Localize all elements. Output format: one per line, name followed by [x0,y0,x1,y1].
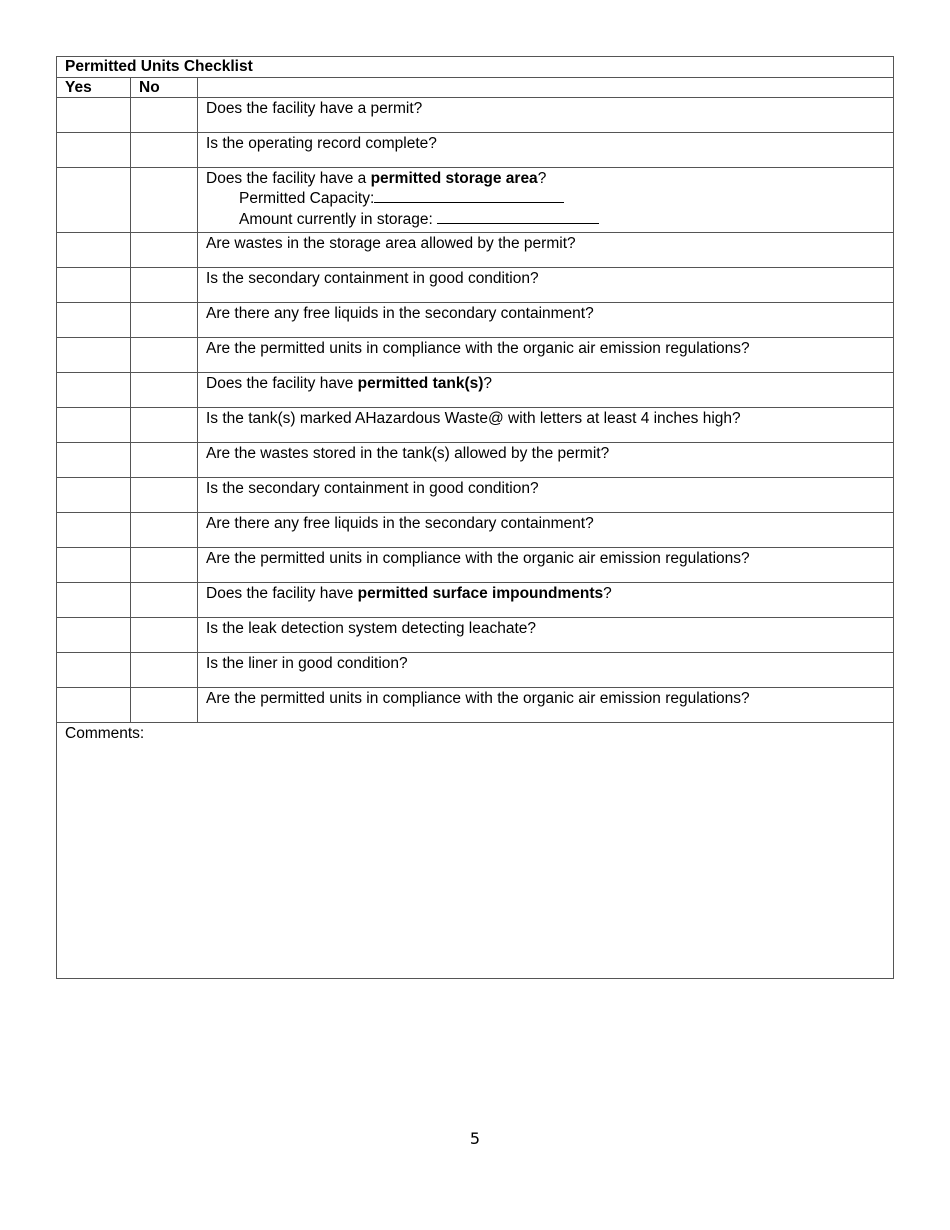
no-answer-cell[interactable] [131,688,198,723]
yes-answer-cell[interactable] [57,338,131,373]
checklist-title: Permitted Units Checklist [57,57,894,78]
question-row [57,303,894,338]
question-row [57,233,894,268]
no-answer-cell[interactable] [131,408,198,443]
no-answer-cell[interactable] [131,338,198,373]
question-row [57,513,894,548]
yes-answer-cell[interactable] [57,268,131,303]
no-answer-cell[interactable] [131,98,198,133]
question-row [57,478,894,513]
yes-answer-cell[interactable] [57,168,131,233]
yes-answer-cell[interactable] [57,98,131,133]
question-text: Are the permitted units in compliance with the organic air emission regulations? [198,548,894,583]
no-answer-cell[interactable] [131,618,198,653]
no-answer-cell[interactable] [131,233,198,268]
yes-answer-cell[interactable] [57,513,131,548]
question-row [57,133,894,168]
question-row [57,98,894,133]
question-row [57,583,894,618]
question-row [57,373,894,408]
yes-answer-cell[interactable] [57,373,131,408]
permitted-capacity-field[interactable]: Permitted Capacity: [206,188,893,209]
no-answer-cell[interactable] [131,443,198,478]
question-column-header [198,78,894,98]
no-answer-cell[interactable] [131,583,198,618]
no-answer-cell[interactable] [131,168,198,233]
question-text: Is the secondary containment in good condition? [198,268,894,303]
yes-column-header: Yes [57,78,131,98]
question-text: Is the liner in good condition? [198,653,894,688]
question-text: Is the secondary containment in good condition? [198,478,894,513]
page-number: 5 [469,1129,481,1148]
question-text: Does the facility have a permitted storage area? Permitted Capacity: Amount currently in storage: [198,168,894,233]
question-text: Is the leak detection system detecting leachate? [198,618,894,653]
yes-answer-cell[interactable] [57,133,131,168]
question-text: Are wastes in the storage area allowed by the permit? [198,233,894,268]
yes-answer-cell[interactable] [57,478,131,513]
question-text: Are the permitted units in compliance with the organic air emission regulations? [198,688,894,723]
question-row [57,443,894,478]
no-answer-cell[interactable] [131,548,198,583]
comments-area[interactable] [57,723,894,979]
question-text: Are there any free liquids in the secondary containment? [198,513,894,548]
question-text: Does the facility have permitted surface impoundments? [198,583,894,618]
no-answer-cell[interactable] [131,478,198,513]
question-row [57,548,894,583]
question-text: Is the operating record complete? [198,133,894,168]
yes-answer-cell[interactable] [57,233,131,268]
question-text: Is the tank(s) marked AHazardous Waste@ with letters at least 4 inches high? [198,408,894,443]
question-text: Does the facility have a permit? [198,98,894,133]
question-row [57,618,894,653]
amount-in-storage-blank[interactable] [437,209,599,224]
no-answer-cell[interactable] [131,133,198,168]
question-row [57,653,894,688]
yes-answer-cell[interactable] [57,618,131,653]
yes-answer-cell[interactable] [57,688,131,723]
no-answer-cell[interactable] [131,303,198,338]
no-answer-cell[interactable] [131,653,198,688]
yes-answer-cell[interactable] [57,408,131,443]
yes-answer-cell[interactable] [57,548,131,583]
yes-answer-cell[interactable] [57,443,131,478]
comments-label: Comments: [65,725,145,742]
permitted-capacity-blank[interactable] [374,188,564,203]
question-row [57,338,894,373]
no-answer-cell[interactable] [131,513,198,548]
yes-answer-cell[interactable] [57,303,131,338]
no-column-header: No [131,78,198,98]
amount-in-storage-field[interactable]: Amount currently in storage: [206,209,893,230]
yes-answer-cell[interactable] [57,653,131,688]
question-row [57,408,894,443]
question-text: Are there any free liquids in the secondary containment? [198,303,894,338]
question-row [57,688,894,723]
question-row [57,268,894,303]
question-text: Are the wastes stored in the tank(s) allowed by the permit? [198,443,894,478]
yes-answer-cell[interactable] [57,583,131,618]
question-row-storage-area [57,168,894,233]
question-text: Are the permitted units in compliance with the organic air emission regulations? [198,338,894,373]
no-answer-cell[interactable] [131,373,198,408]
question-text: Does the facility have permitted tank(s)? [198,373,894,408]
no-answer-cell[interactable] [131,268,198,303]
permitted-units-checklist-table [56,56,894,979]
